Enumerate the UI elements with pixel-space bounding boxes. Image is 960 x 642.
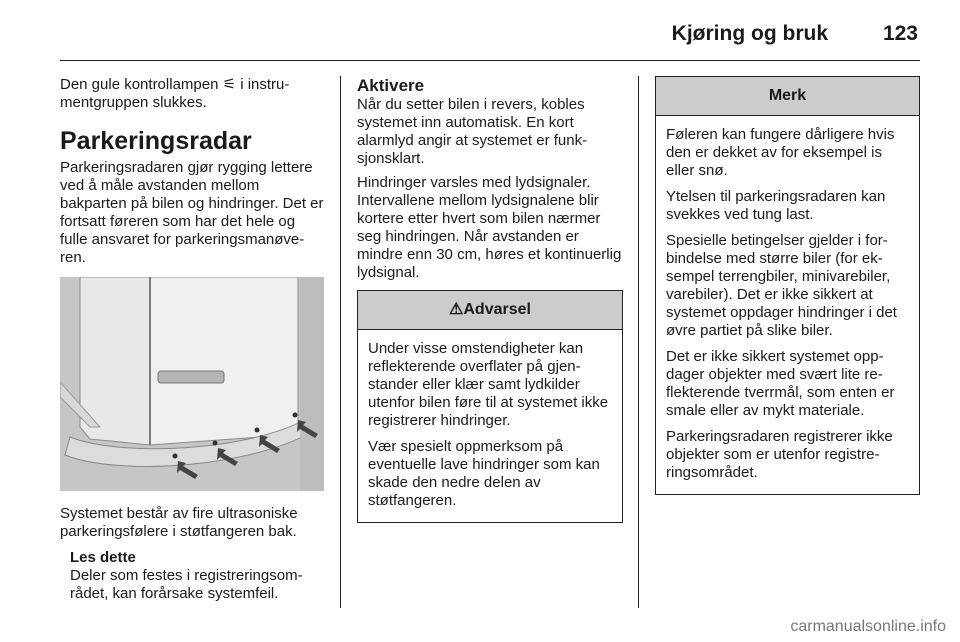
column-middle [357, 76, 623, 523]
note-heading: Les dette [70, 549, 136, 566]
note-text: Deler som festes i registreringsområdet, kan forårsake systemfeil. [70, 567, 303, 602]
column-left [60, 76, 324, 603]
note-paragraph: Parkeringsradaren registrerer ikke objekter som er utenfor registreringsområdet. [666, 428, 893, 481]
warning-header [358, 291, 622, 330]
signal-paragraph: Hindringer varsles med lydsignaler. Intervallene mellom lydsignalene blir kortere etter hvert som bilen nærmer seg hindringen. Når avstanden er mindre enn 30 cm, høres et kontinuerlig lydsignal. [357, 174, 622, 281]
page-header [60, 14, 920, 61]
chapter-title: Kjøring og bruk [671, 22, 828, 45]
page-number: 123 [882, 22, 918, 45]
note-box-body [656, 116, 919, 494]
column-divider-1 [340, 76, 341, 608]
section-heading-aktivere: Aktivere [357, 76, 425, 95]
watermark: carmanualsonline.info [790, 618, 946, 635]
warning-paragraph: Vær spesielt oppmerksom på eventuelle lave hindringer som kan skade den nedre delen av støtfangeren. [368, 438, 600, 509]
section-paragraph: Parkeringsradaren gjør rygging lettere ved å måle avstanden mellom bakparten på bilen og hindringer. Det er fortsatt føreren som har det hele og fulle ansvaret for parkeringsmanøveren. [60, 159, 324, 266]
warning-paragraph: Under visse omstendigheter kan reflekterende overflater på gjenstander eller klær samt lydkilder utenfor bilen føre til at systemet ikke registrerer hindringer. [368, 340, 609, 429]
warning-body [358, 330, 622, 522]
van-rear-illustration [60, 277, 324, 491]
note-box-header: Merk [656, 77, 919, 116]
note-paragraph: Ytelsen til parkeringsradaren kan svekkes ved tung last. [666, 188, 886, 223]
note-paragraph: Det er ikke sikkert systemet oppdager objekter med svært lite reflekterende tverrmål, som enten er smale eller av mykt materiale. [666, 348, 895, 419]
sensor-description: Systemet består av fire ultrasoniske parkeringsfølere i støtfangeren bak. [60, 505, 298, 540]
warning-box [357, 290, 623, 523]
note-paragraph: Føleren kan fungere dårligere hvis den er dekket av for eksempel is eller snø. [666, 126, 895, 179]
warning-title: Advarsel [463, 301, 531, 318]
column-divider-2 [638, 76, 639, 608]
warning-icon: ⚠ [449, 301, 464, 318]
note-box-merk [655, 76, 920, 495]
note-paragraph: Spesielle betingelser gjelder i forbindelse med større biler (for eksempel terrengbiler, minivarebiler, varebiler). Det er ikke sikkert at systemet oppdager hindringer i det øvre partiet på slike biler. [666, 232, 897, 339]
intro-text: Den gule kontrollampen ⚟ i instrumentgruppen slukkes. [60, 76, 290, 111]
section-heading-parkeringsradar: Parkeringsradar [60, 127, 252, 155]
rear-bumper-sensor-illustration [60, 277, 324, 491]
activate-paragraph: Når du setter bilen i revers, kobles systemet inn automatisk. En kort alarmlyd angir at systemet er funksjonsklart. [357, 96, 588, 167]
